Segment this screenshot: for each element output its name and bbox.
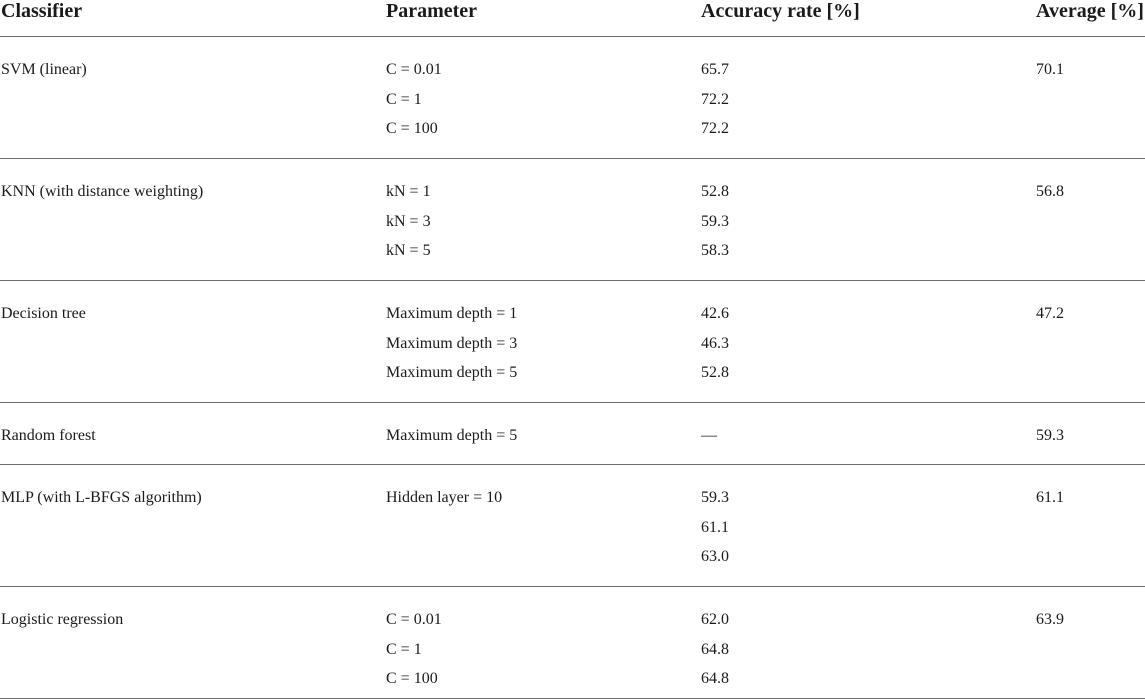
average-value: 56.8 xyxy=(1036,183,1064,200)
accuracy-value: 62.0 xyxy=(701,611,729,628)
accuracy-value: 42.6 xyxy=(701,305,729,322)
parameter-value: Maximum depth = 3 xyxy=(386,334,518,352)
table-row xyxy=(0,37,1145,159)
parameter-cell xyxy=(386,177,431,266)
average-cell xyxy=(1036,605,1064,635)
table-row xyxy=(0,159,1145,281)
classifier-name: Decision tree xyxy=(1,305,86,322)
table-row xyxy=(0,403,1145,465)
parameter-value: Maximum depth = 5 xyxy=(386,427,518,444)
classifier-name: SVM (linear) xyxy=(1,61,87,78)
table-row xyxy=(0,587,1145,699)
accuracy-value: 63.0 xyxy=(701,548,729,565)
parameter-value: Maximum depth = 1 xyxy=(386,305,518,322)
parameter-value: kN = 3 xyxy=(386,212,431,230)
parameter-value: kN = 1 xyxy=(386,183,431,200)
accuracy-value: — xyxy=(701,427,717,444)
accuracy-value: 61.1 xyxy=(701,518,729,536)
accuracy-value: 59.3 xyxy=(701,212,729,230)
classifier-name: Random forest xyxy=(1,427,96,444)
accuracy-value: 72.2 xyxy=(701,120,729,137)
parameter-cell xyxy=(386,483,502,513)
table-row xyxy=(0,465,1145,587)
header-parameter: Parameter xyxy=(386,0,478,22)
parameter-value: Hidden layer = 10 xyxy=(386,489,503,506)
average-value: 61.1 xyxy=(1036,489,1064,506)
accuracy-cell xyxy=(701,483,729,572)
classifier-cell xyxy=(1,299,86,329)
parameter-value: C = 0.01 xyxy=(386,611,442,628)
classifier-name: MLP (with L-BFGS algorithm) xyxy=(1,489,202,506)
parameter-value: C = 1 xyxy=(386,90,422,108)
accuracy-value: 64.8 xyxy=(701,640,729,658)
parameter-value: Maximum depth = 5 xyxy=(386,364,518,381)
classifier-name: KNN (with distance weighting) xyxy=(1,183,204,200)
average-cell xyxy=(1036,55,1064,85)
average-cell xyxy=(1036,299,1064,329)
header-average: Average [%] xyxy=(1036,0,1144,22)
parameter-value: C = 1 xyxy=(386,640,422,658)
accuracy-value: 65.7 xyxy=(701,61,729,78)
accuracy-cell xyxy=(701,605,729,694)
classifier-cell xyxy=(1,55,87,85)
classifier-cell xyxy=(1,421,96,451)
accuracy-cell xyxy=(701,177,729,266)
parameter-value: C = 100 xyxy=(386,120,438,137)
average-cell xyxy=(1036,421,1064,451)
parameter-cell xyxy=(386,299,517,388)
classifier-cell xyxy=(1,177,203,207)
average-value: 63.9 xyxy=(1036,611,1064,628)
parameter-value: C = 100 xyxy=(386,670,438,687)
accuracy-value: 46.3 xyxy=(701,334,729,352)
average-cell xyxy=(1036,483,1064,513)
average-cell xyxy=(1036,177,1064,207)
parameter-value: C = 0.01 xyxy=(386,61,442,78)
table-row xyxy=(0,281,1145,403)
parameter-cell xyxy=(386,421,517,451)
accuracy-value: 72.2 xyxy=(701,90,729,108)
accuracy-cell xyxy=(701,299,729,388)
parameter-cell xyxy=(386,605,442,694)
parameter-value: kN = 5 xyxy=(386,242,431,259)
parameter-cell xyxy=(386,55,442,144)
accuracy-value: 52.8 xyxy=(701,183,729,200)
header-classifier: Classifier xyxy=(1,0,83,22)
header-accuracy: Accuracy rate [%] xyxy=(701,0,860,22)
classifier-cell xyxy=(1,605,123,635)
classifier-name: Logistic regression xyxy=(1,611,124,628)
accuracy-value: 52.8 xyxy=(701,364,729,381)
classifier-cell xyxy=(1,483,202,513)
average-value: 70.1 xyxy=(1036,61,1064,78)
accuracy-value: 59.3 xyxy=(701,489,729,506)
average-value: 59.3 xyxy=(1036,427,1064,444)
accuracy-value: 58.3 xyxy=(701,242,729,259)
accuracy-value: 64.8 xyxy=(701,670,729,687)
accuracy-cell xyxy=(701,421,717,451)
table-header xyxy=(0,0,1145,37)
average-value: 47.2 xyxy=(1036,305,1064,322)
accuracy-cell xyxy=(701,55,729,144)
